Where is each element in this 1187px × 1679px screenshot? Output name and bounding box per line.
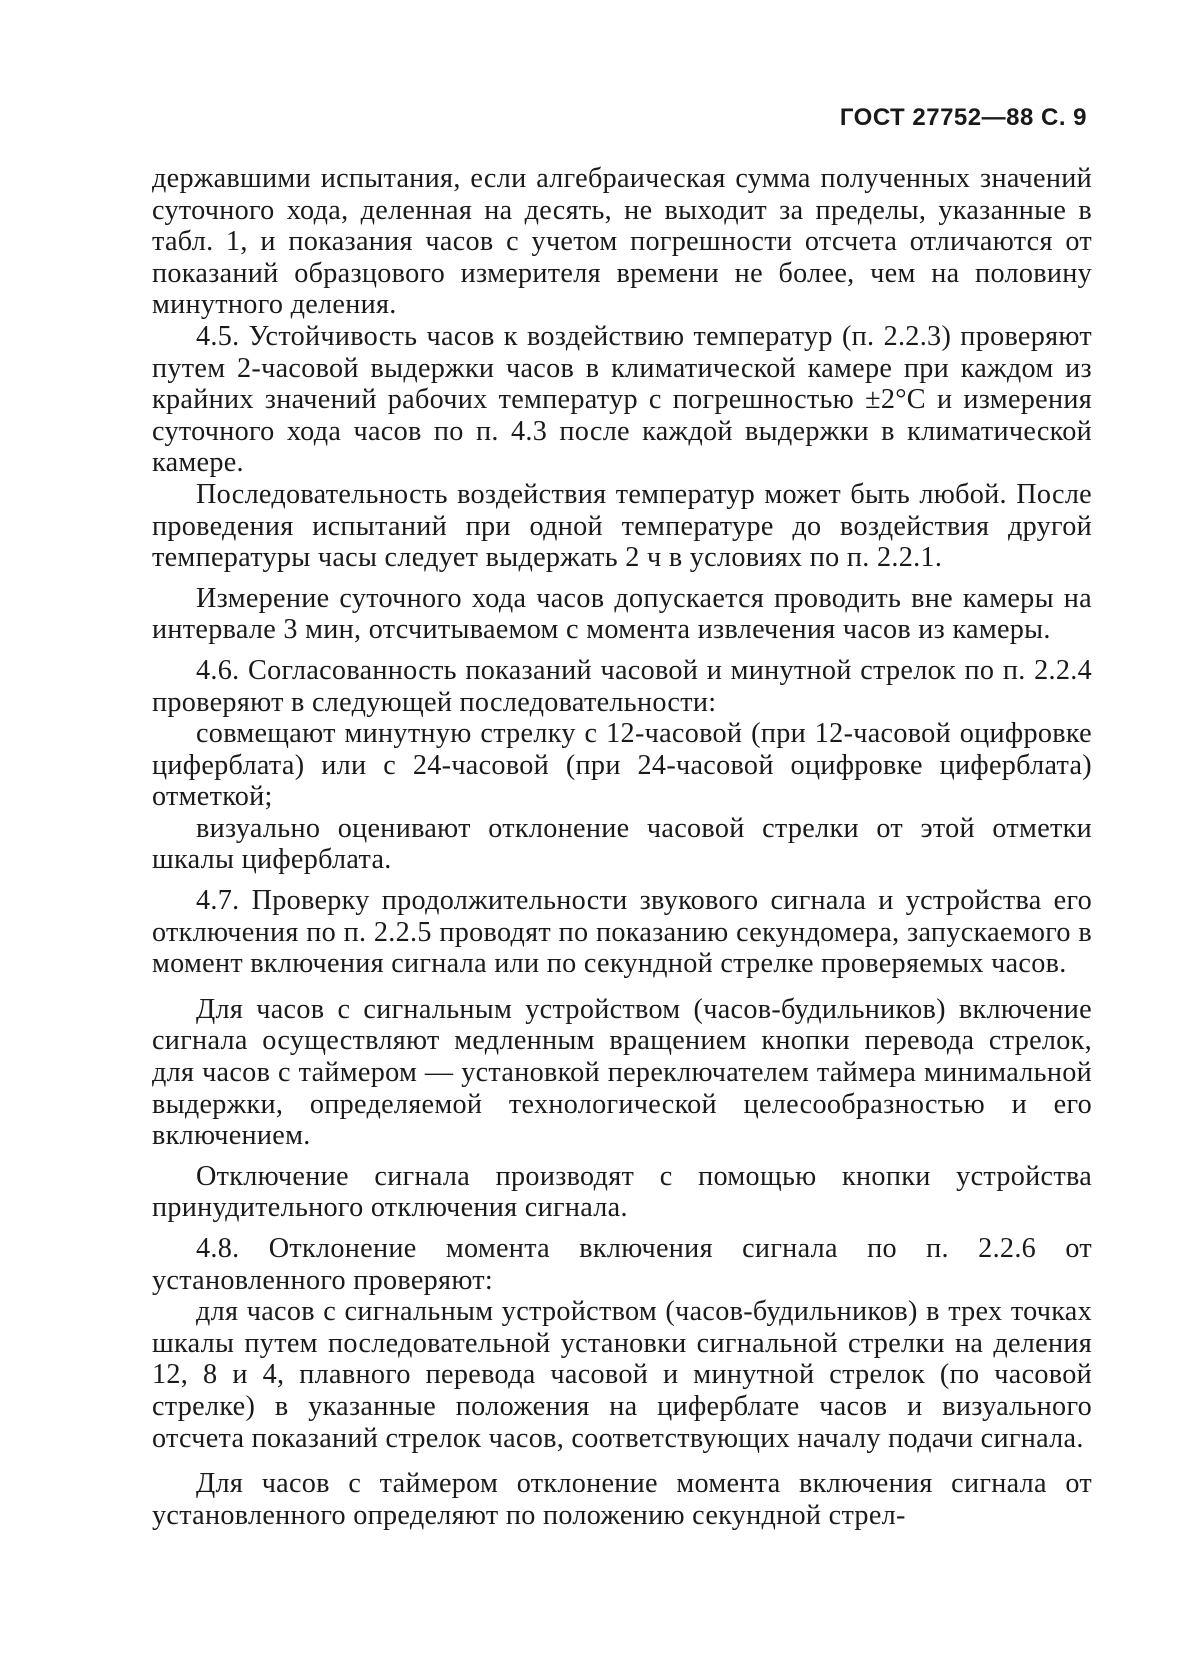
paragraph-4-7: 4.7. Проверку продолжительности звукового сигнала и устройства его отключения по п. 2.2.5 проводят по показанию секундомера, запускаемого в момент включения сигнала или по секундной стрелке проверяемых часов. [152, 885, 1092, 980]
paragraph-alarm-clocks: для часов с сигнальным устройством (часов-будильников) в трех точках шкалы путем последовательной установки сигнальной стрелки на деления 12, 8 и 4, плавного перевода часовой и минутной стрелок (по часовой стрелке) в указанные положения на циферблате часов и визуального отсчета показаний стрелок часов, соответствующих началу подачи сигнала. [152, 1296, 1092, 1454]
running-header: ГОСТ 27752—88 С. 9 [839, 104, 1087, 131]
paragraph-continuation: державшими испытания, если алгебраическая сумма полученных значений суточного хода, деленная на десять, не выходит за пределы, указанные в табл. 1, и показания часов с учетом погрешности отсчета отличаются от показаний образцового измерителя времени не более, чем на половину минутного деления. [152, 163, 1092, 321]
paragraph-timer-clocks: Для часов с таймером отклонение момента включения сигнала от установленного определяют по положению секундной стрел- [152, 1468, 1092, 1531]
paragraph-temperature-sequence: Последовательность воздействия температур может быть любой. После проведения испытаний при одной температуре до воздействия другой температуры часы следует выдержать 2 ч в условиях по п. 2.2.1. [152, 478, 1092, 574]
body-text [152, 163, 1092, 1531]
paragraph-visual-assessment: визуально оценивают отклонение часовой стрелки от этой отметки шкалы циферблата. [152, 812, 1092, 876]
paragraph-4-6: 4.6. Согласованность показаний часовой и минутной стрелок по п. 2.2.4 проверяют в следующей последовательности: [152, 654, 1092, 718]
paragraph-outside-chamber: Измерение суточного хода часов допускается проводить вне камеры на интервале 3 мин, отсчитываемом с момента извлечения часов из камеры. [152, 582, 1092, 646]
paragraph-align-minute-hand: совмещают минутную стрелку с 12-часовой (при 12-часовой оцифровке циферблата) или с 24-часовой (при 24-часовой оцифровке циферблата) отметкой; [152, 718, 1092, 813]
paragraph-signal-deactivation: Отключение сигнала производят с помощью кнопки устройства принудительного отключения сигнала. [152, 1160, 1092, 1224]
paragraph-4-8: 4.8. Отклонение момента включения сигнала по п. 2.2.6 от установленного проверяют: [152, 1233, 1092, 1296]
paragraph-signal-activation: Для часов с сигнальным устройством (часов-будильников) включение сигнала осуществляют медленным вращением кнопки перевода стрелок, для часов с таймером — установкой переключателем таймера минимальной выдержки, определяемой технологической целесообразностью и его включением. [152, 993, 1092, 1152]
paragraph-4-5: 4.5. Устойчивость часов к воздействию температур (п. 2.2.3) проверяют путем 2-часовой выдержки часов в климатической камере при каждом из крайних значений рабочих температур с погрешностью ±2°С и измерения суточного хода часов по п. 4.3 после каждой выдержки в климатической камере. [152, 320, 1092, 479]
